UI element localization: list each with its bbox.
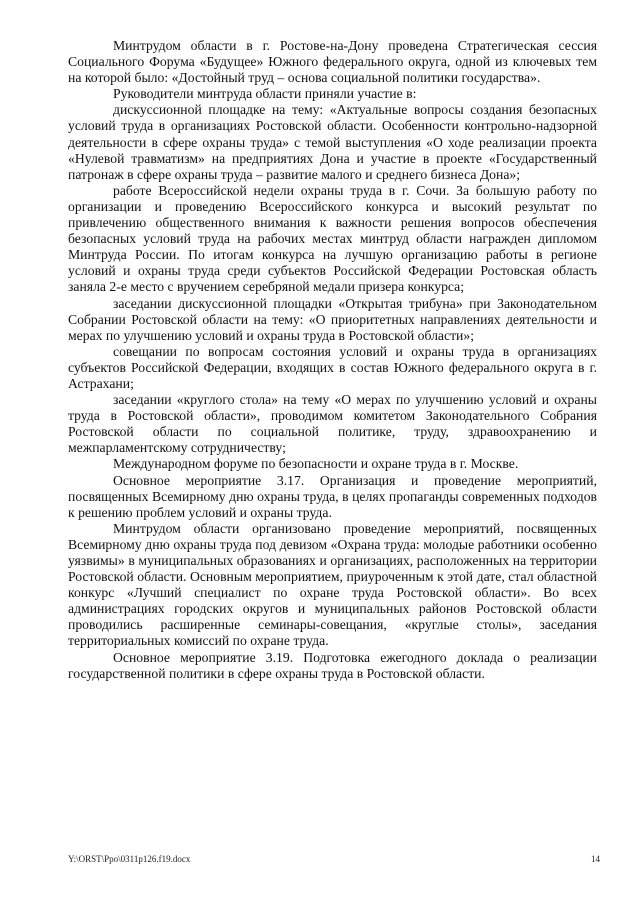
paragraph-sochi-week: работе Всероссийской недели охраны труда в г. Сочи. За большую работу по организации и проведению Всероссийского конкурса и высокий результат по привлечению общественного внимания к важности решения вопросов обеспечения безопасных условий труда на рабочих местах минтруд области награжден дипломом Минтруда России. По итогам конкурса на лучшую организацию работы в регионе условий и охраны труда среди субъектов Российской Федерации Ростовская область заняла 2-е место с вручением серебряной медали призера конкурса; [68, 182, 597, 295]
paragraph-participation-intro: Руководители минтруда области приняли участие в: [113, 86, 417, 102]
paragraph-astrakhan-meeting: совещании по вопросам состояния условий и охраны труда в организациях субъектов Российской Федерации, входящих в состав Южного федерального округа в г. Астрахани; [68, 343, 597, 391]
page-number: 14 [591, 854, 600, 864]
paragraph-measure-3-19: Основное мероприятие 3.19. Подготовка ежегодного доклада о реализации государственной политики в сфере охраны труда в Ростовской области. [68, 649, 597, 681]
footer-file-path: Y:\ORST\Ppo\0311p126.f19.docx [68, 854, 191, 864]
paragraph-measure-3-17: Основное мероприятие 3.17. Организация и проведение мероприятий, посвященных Всемирному дню охраны труда, в целях пропаганды современных подходов к решению проблем условий и охраны труда. [68, 472, 597, 520]
paragraph-round-table: заседании «круглого стола» на тему «О мерах по улучшению условий и охраны труда в Ростовской области», проводимом комитетом Законодательного Собрания Ростовской области по социальной политике, труду, здравоохранению и межпарламентскому сотрудничеству; [68, 392, 597, 456]
paragraph-open-tribune: заседании дискуссионной площадки «Открытая трибуна» при Законодательном Собрании Ростовской области на тему: «О приоритетных направлениях деятельности и мерах по улучшению условий и охраны труда в Ростовской области»; [68, 295, 597, 343]
paragraph-moscow-forum: Международном форуме по безопасности и охране труда в г. Москве. [113, 456, 519, 472]
document-body [68, 38, 597, 682]
paragraph-strategic-session: Минтрудом области в г. Ростове-на-Дону проведена Стратегическая сессия Социального Форума «Будущее» Южного федерального округа, одной из ключевых тем на которой было: «Достойный труд – основа социальной политики государства». [68, 38, 597, 86]
paragraph-world-day-events: Минтрудом области организовано проведение мероприятий, посвященных Всемирному дню охраны труда под девизом «Охрана труда: молодые работники особенно уязвимы» в муниципальных образованиях и организациях, расположенных на территории Ростовской области. Основным мероприятием, приуроченным к этой дате, стал областной конкурс «Лучший специалист по охране труда Ростовской области». Во всех администрациях городских округов и муниципальных районов Ростовской области проводились расширенные семинары-совещания, «круглые столы», заседания территориальных комиссий по охране труда. [68, 520, 597, 649]
paragraph-discussion-platform: дискуссионной площадке на тему: «Актуальные вопросы создания безопасных условий труда в организациях Ростовской области. Особенности контрольно-надзорной деятельности в сфере охраны труда» с темой выступления «О ходе реализации проекта «Нулевой травматизм» на предприятиях Дона и участие в проекте «Государственный патронаж в сфере охраны труда – развитие малого и среднего бизнеса Дона»; [68, 102, 597, 182]
